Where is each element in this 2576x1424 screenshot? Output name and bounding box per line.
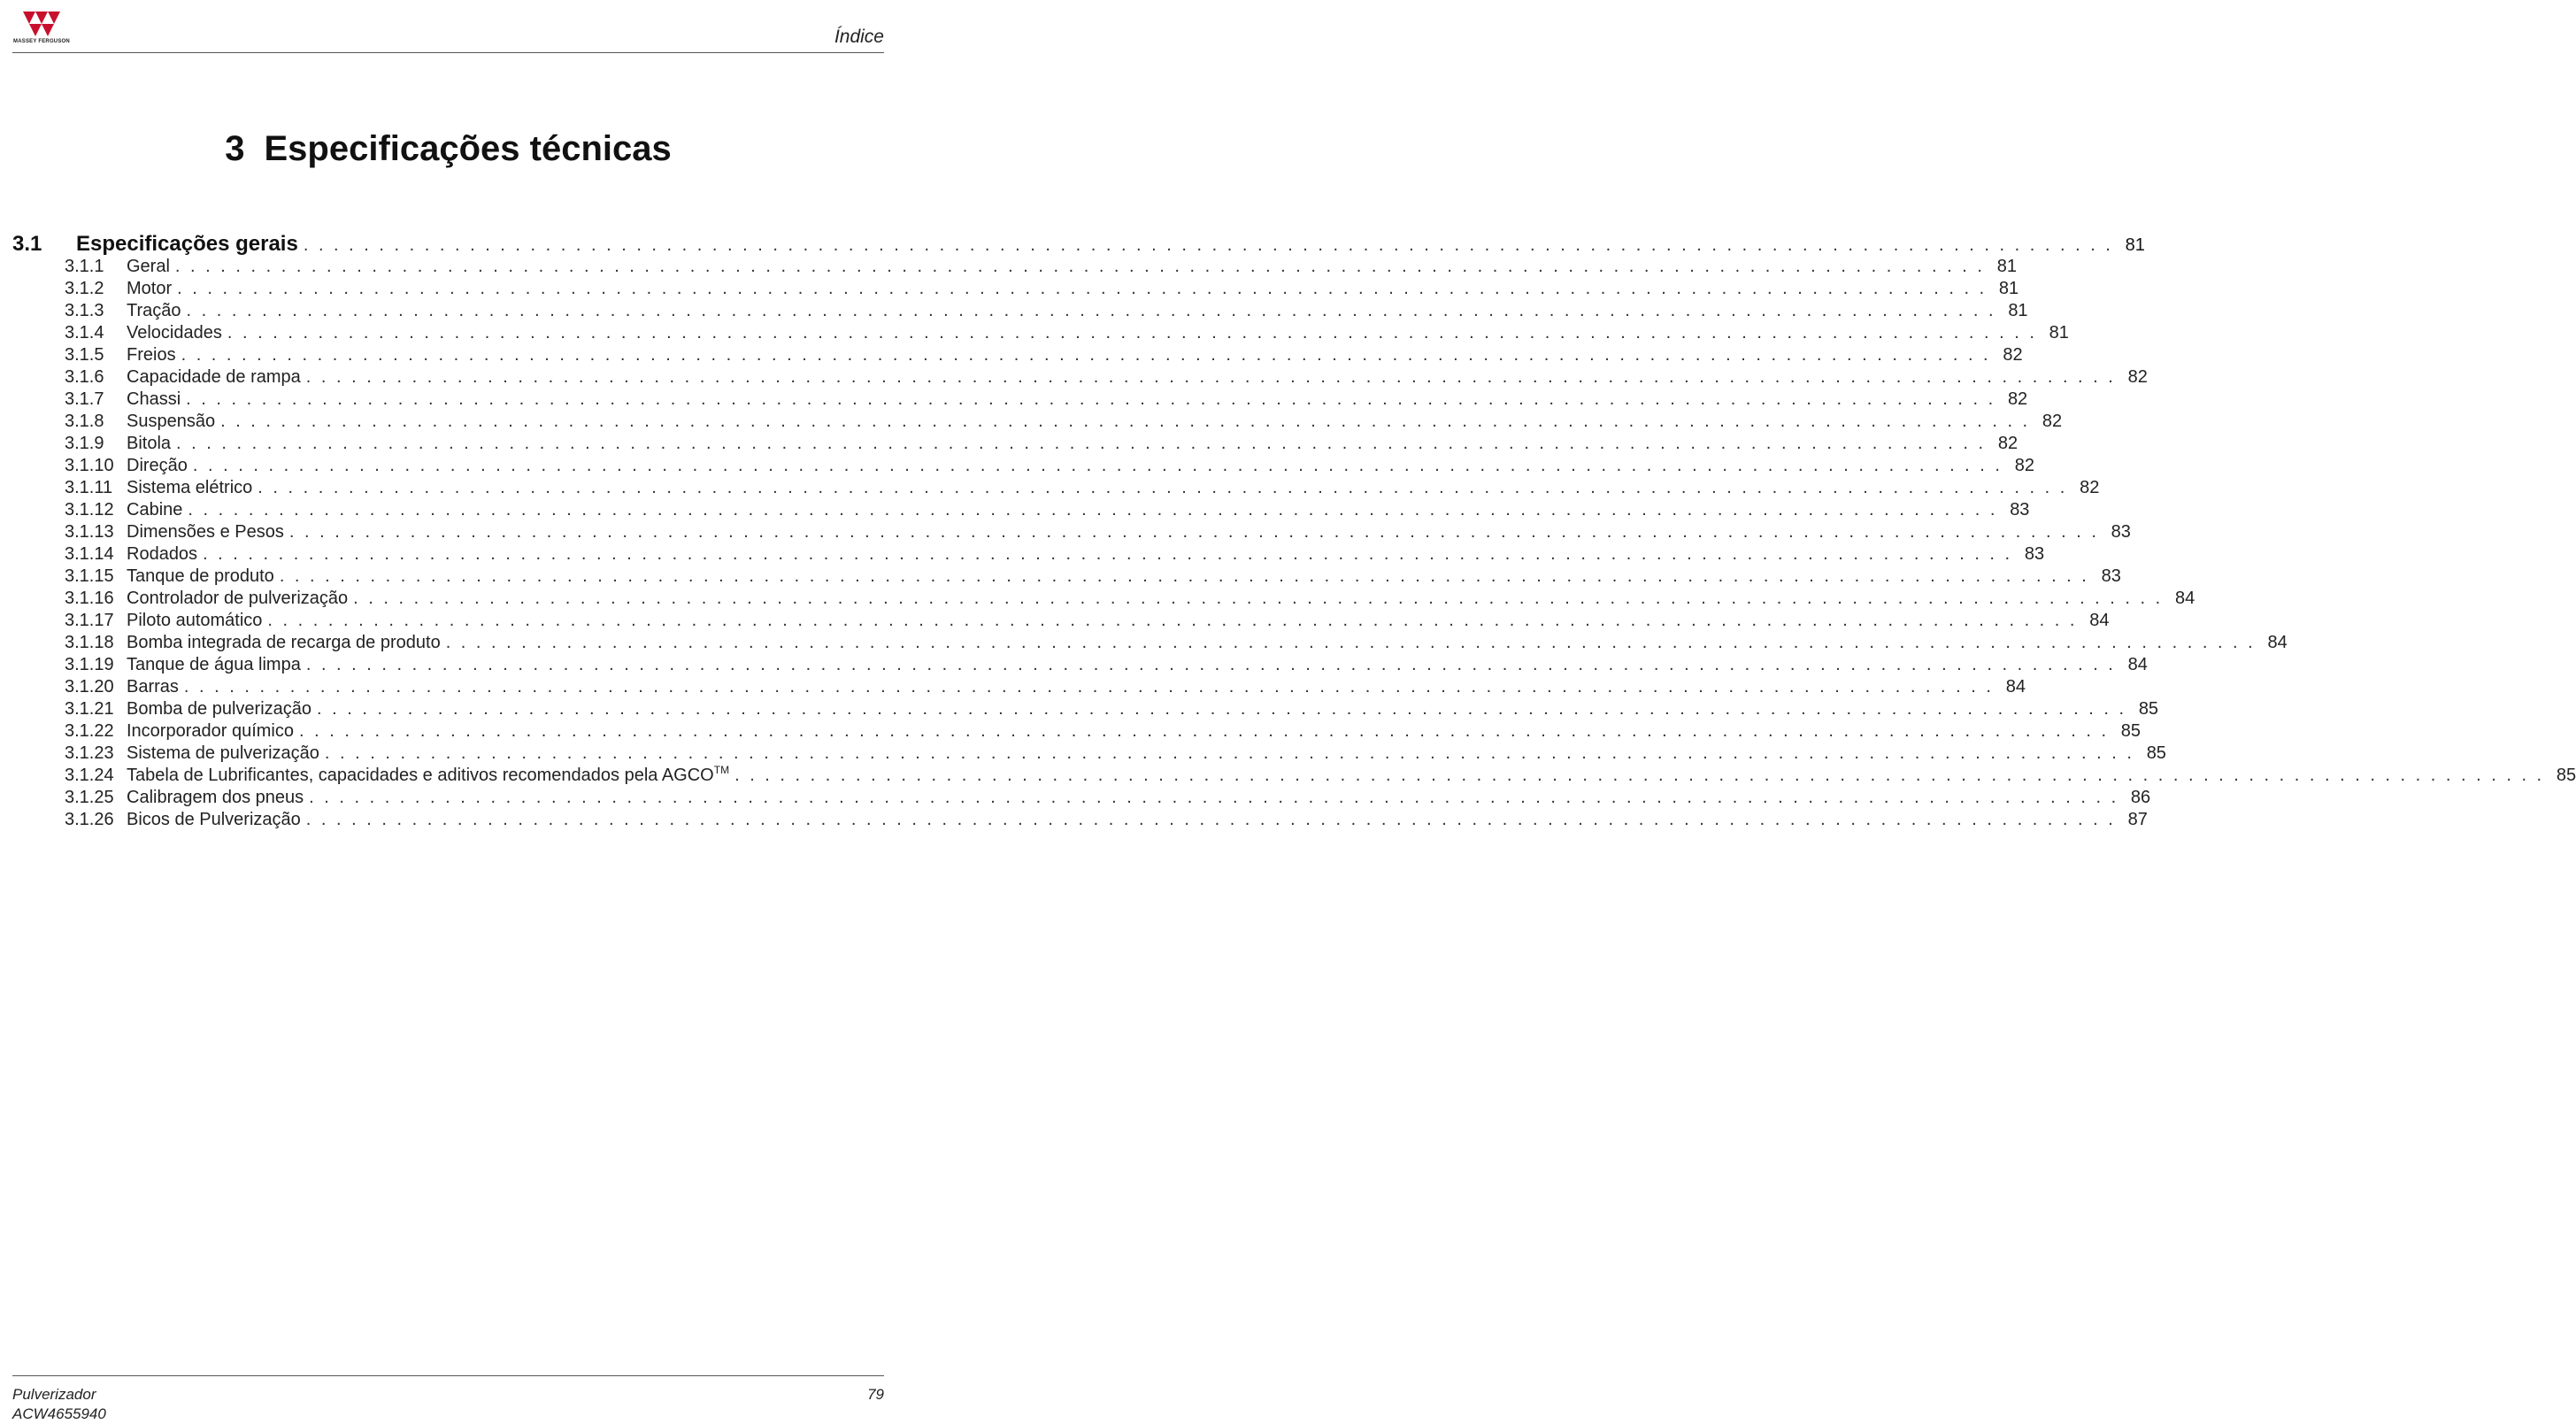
toc-entry-title-text: Bitola (127, 434, 172, 453)
toc-entry-number: 3.1.20 (65, 677, 114, 697)
toc-entry-page: 81 (1998, 279, 2019, 298)
toc-entry-title (127, 566, 280, 587)
toc-entry-page: 81 (2008, 301, 2028, 320)
toc-entry[interactable] (12, 522, 2131, 544)
dot-leader: . . . . . . . . . . . . . . . . . . . . . . . . . . . . . . . . . . . . . . . . . . . . . . . . . . . . . . . . . . . . . . . . . . . . . . . . . . . . . . . . . . . . . . . . . . . . . . . . . . . . . . . . . . . . . . . . . . . . . . . . (186, 389, 1996, 409)
footer-product: Pulverizador (12, 1386, 96, 1403)
toc-entry-title-text: Tanque de água limpa (127, 655, 301, 674)
triple-triangle-logo-icon (23, 12, 60, 38)
toc-entry-page: 83 (2111, 522, 2131, 542)
toc-entry-number: 3.1.3 (65, 301, 104, 320)
toc-entry-page: 82 (2014, 456, 2034, 475)
toc-entry-number: 3.1.13 (65, 522, 114, 542)
page-header (0, 0, 896, 55)
toc-entry-page: 82 (2003, 345, 2023, 365)
toc-entry-title-text: Rodados (127, 544, 198, 564)
toc-entry-title-text: Sistema de pulverização (127, 743, 319, 763)
dot-leader: . . . . . . . . . . . . . . . . . . . . . . . . . . . . . . . . . . . . . . . . . . . . . . . . . . . . . . . . . . . . . . . . . . . . . . . . . . . . . . . . . . . . . . . . . . . . . . . . . . . . . . . . . . . . . . . . . . . . . . . . (309, 788, 2119, 807)
toc-entry-page: 82 (2080, 478, 2100, 497)
chapter-number: 3 (225, 129, 245, 168)
toc-entry[interactable] (12, 500, 2030, 522)
toc-entry-page: 84 (2267, 633, 2288, 652)
toc-entry[interactable] (12, 478, 2100, 500)
toc-entry-number: 3.1.16 (65, 589, 114, 608)
dot-leader: . . . . . . . . . . . . . . . . . . . . . . . . . . . . . . . . . . . . . . . . . . . . . . . . . . . . . . . . . . . . . . . . . . . . . . . . . . . . . . . . . . . . . . . . . . . . . . . . . . . . . . . . . . . . . . . . . . . . . . . . (305, 367, 2116, 387)
toc-entry-page: 82 (1997, 434, 2019, 453)
toc-entry-number: 3.1.15 (65, 566, 114, 586)
toc-entry-page: 82 (2007, 389, 2028, 409)
toc-entry-title (127, 257, 175, 277)
dot-leader: . . . . . . . . . . . . . . . . . . . . . . . . . . . . . . . . . . . . . . . . . . . . . . . . . . . . . . . . . . . . . . . . . . . . . . . . . . . . . . . . . . . . . . . . . . . . . . . . . . . . . . . . . . . . . . . . . . . . . . . . (267, 611, 2078, 630)
toc-entry-title-text: Controlador de pulverização (127, 589, 349, 608)
toc-entry-number: 3.1.18 (65, 633, 114, 652)
toc-entry-title (127, 279, 177, 299)
toc-main-title: Especificações gerais (76, 232, 298, 256)
toc-entry[interactable] (12, 566, 2121, 589)
toc-entry-title-text: Tanque de produto (127, 566, 274, 586)
toc-entry-title-text: Incorporador químico (127, 721, 294, 741)
toc-entry-title (127, 810, 306, 830)
toc-entry-number: 3.1.10 (65, 456, 114, 475)
dot-leader: . . . . . . . . . . . . . . . . . . . . . . . . . . . . . . . . . . . . . . . . . . . . . . . . . . . . . . . . . . . . . . . . . . . . . . . . . . . . . . . . . . . . . . . . . . . . . . . . . . . . . . . . . . . . . . . . . . . . . . . . (220, 412, 2031, 431)
toc-entry-title-text: Motor (127, 279, 173, 298)
toc-entry-page: 84 (2174, 589, 2195, 608)
toc-entry-number: 3.1.21 (65, 699, 114, 719)
dot-leader: . . . . . . . . . . . . . . . . . . . . . . . . . . . . . . . . . . . . . . . . . . . . . . . . . . . . . . . . . . . . . . . . . . . . . . . . . . . . . . . . . . . . . . . . . . . . . . . . . . . . . . . . . . . . . . . . . . . . . . . . (353, 589, 2164, 608)
toc-entry-page: 86 (2130, 788, 2151, 807)
toc-entry[interactable] (12, 677, 2026, 699)
dot-leader: . . . . . . . . . . . . . . . . . . . . . . . . . . . . . . . . . . . . . . . . . . . . . . . . . . . . . . . . . . . . . . . . . . . . . . . . . . . . . . . . . . . . . . . . . . . . . . . . . . . . . . . . . . . . . . . . . . . . . . . . (305, 810, 2116, 829)
toc-entry[interactable] (12, 743, 2166, 766)
toc-entry-number: 3.1.23 (65, 743, 114, 763)
toc-entry-title-text: Bomba integrada de recarga de produto (127, 633, 441, 652)
toc-entry-title (127, 478, 258, 498)
toc-entry-number: 3.1.24 (65, 766, 114, 785)
toc-main-entry[interactable] (12, 232, 2145, 257)
toc-entry-title-text: Capacidade de rampa (127, 367, 301, 387)
toc-entry-title (127, 323, 227, 343)
toc-entry-title (127, 522, 289, 543)
toc-entry-title-text: Tabela de Lubrificantes, capacidades e aditivos recomendados pela AGCO (127, 766, 714, 785)
toc-entry-title (127, 677, 184, 697)
toc-entry-title-text: Chassi (127, 389, 181, 409)
toc-entry-number: 3.1.7 (65, 389, 104, 409)
toc-entry-title-text: Sistema elétrico (127, 478, 253, 497)
toc-entry-title-text: Barras (127, 677, 179, 697)
dot-leader: . . . . . . . . . . . . . . . . . . . . . . . . . . . . . . . . . . . . . . . . . . . . . . . . . . . . . . . . . . . . . . . . . . . . . . . . . . . . . . . . . . . . . . . . . . . . . . . . . . . . . . . . . . . . . . . . . . . . . . . . (324, 743, 2134, 763)
toc-main-page: 81 (2125, 235, 2145, 255)
toc-entry-title (127, 721, 299, 742)
toc-entry-page: 85 (2138, 699, 2159, 719)
dot-leader: . . . . . . . . . . . . . . . . . . . . . . . . . . . . . . . . . . . . . . . . . . . . . . . . . . . . . . . . . . . . . . . . . . . . . . . . . . . . . . . . . . . . . . . . . . . . . . . . . . . . . . . . . . . . . . . . . . . . . . . . (303, 235, 2113, 255)
dot-leader: . . . . . . . . . . . . . . . . . . . . . . . . . . . . . . . . . . . . . . . . . . . . . . . . . . . . . . . . . . . . . . . . . . . . . . . . . . . . . . . . . . . . . . . . . . . . . . . . . . . . . . . . . . . . . . . . . . . . . . . . (227, 323, 2037, 343)
toc-entry-page: 83 (2024, 544, 2045, 564)
toc-entry[interactable] (12, 301, 2028, 323)
toc-entry-page: 85 (2120, 721, 2142, 741)
toc-entry-title (127, 788, 309, 808)
toc-entry-title-text: Bicos de Pulverização (127, 810, 301, 829)
toc-entry[interactable] (12, 323, 2069, 345)
toc-main-number: 3.1 (12, 232, 42, 256)
toc-entry-page: 84 (2089, 611, 2110, 630)
toc-entry-page: 83 (2101, 566, 2121, 586)
toc-entry-title-text: Geral (127, 257, 170, 276)
toc-entry-title (127, 633, 446, 653)
toc-entry-title (127, 743, 325, 764)
toc-entry[interactable] (12, 544, 2045, 566)
toc-entry[interactable] (12, 721, 2142, 743)
toc-entry-number: 3.1.14 (65, 544, 114, 564)
toc-entry-title-text: Piloto automático (127, 611, 263, 630)
toc-entry-title-text: Calibragem dos pneus (127, 788, 304, 807)
toc-entry[interactable] (12, 367, 2148, 389)
dot-leader: . . . . . . . . . . . . . . . . . . . . . . . . . . . . . . . . . . . . . . . . . . . . . . . . . . . . . . . . . . . . . . . . . . . . . . . . . . . . . . . . . . . . . . . . . . . . . . . . . . . . . . . . . . . . . . . . . . . . . . . . (279, 566, 2089, 586)
dot-leader: . . . . . . . . . . . . . . . . . . . . . . . . . . . . . . . . . . . . . . . . . . . . . . . . . . . . . . . . . . . . . . . . . . . . . . . . . . . . . . . . . . . . . . . . . . . . . . . . . . . . . . . . . . . . . . . . . . . . . . . . (188, 500, 1998, 520)
toc-entry-title-text: Freios (127, 345, 176, 365)
toc-entry-page: 83 (2010, 500, 2030, 520)
trademark-superscript: TM (713, 764, 730, 776)
dot-leader: . . . . . . . . . . . . . . . . . . . . . . . . . . . . . . . . . . . . . . . . . . . . . . . . . . . . . . . . . . . . . . . . . . . . . . . . . . . . . . . . . . . . . . . . . . . . . . . . . . . . . . . . . . . . . . . . . . . . . . . . (181, 345, 1991, 365)
toc-entry-page: 85 (2556, 766, 2576, 785)
dot-leader: . . . . . . . . . . . . . . . . . . . . . . . . . . . . . . . . . . . . . . . . . . . . . . . . . . . . . . . . . . . . . . . . . . . . . . . . . . . . . . . . . . . . . . . . . . . . . . . . . . . . . . . . . . . . . . . . . . . . . . . . (734, 766, 2545, 785)
toc-entry[interactable] (12, 788, 2151, 810)
dot-leader: . . . . . . . . . . . . . . . . . . . . . . . . . . . . . . . . . . . . . . . . . . . . . . . . . . . . . . . . . . . . . . . . . . . . . . . . . . . . . . . . . . . . . . . . . . . . . . . . . . . . . . . . . . . . . . . . . . . . . . . . (183, 677, 1994, 697)
chapter-title-text: Especificações técnicas (264, 129, 672, 168)
toc-entry-number: 3.1.4 (65, 323, 104, 343)
toc-entry-number: 3.1.8 (65, 412, 104, 431)
dot-leader: . . . . . . . . . . . . . . . . . . . . . . . . . . . . . . . . . . . . . . . . . . . . . . . . . . . . . . . . . . . . . . . . . . . . . . . . . . . . . . . . . . . . . . . . . . . . . . . . . . . . . . . . . . . . . . . . . . . . . . . . (298, 721, 2110, 741)
toc-entry-number: 3.1.26 (65, 810, 114, 829)
toc-entry[interactable] (12, 699, 2159, 721)
toc-entry-number: 3.1.17 (65, 611, 114, 630)
footer-page-number: 79 (867, 1386, 884, 1403)
toc-entry[interactable] (12, 611, 2110, 633)
toc-entry-title (127, 412, 220, 432)
toc-entry[interactable] (12, 633, 2288, 655)
toc-entry-number: 3.1.2 (65, 279, 104, 298)
toc-entry-title (127, 500, 188, 520)
dot-leader: . . . . . . . . . . . . . . . . . . . . . . . . . . . . . . . . . . . . . . . . . . . . . . . . . . . . . . . . . . . . . . . . . . . . . . . . . . . . . . . . . . . . . . . . . . . . . . . . . . . . . . . . . . . . . . . . . . . . . . . . (288, 522, 2099, 542)
dot-leader: . . . . . . . . . . . . . . . . . . . . . . . . . . . . . . . . . . . . . . . . . . . . . . . . . . . . . . . . . . . . . . . . . . . . . . . . . . . . . . . . . . . . . . . . . . . . . . . . . . . . . . . . . . . . . . . . . . . . . . . . (186, 301, 1996, 320)
toc-entry-page: 82 (2042, 412, 2063, 431)
toc-entry[interactable] (12, 434, 2019, 456)
toc-entry-title (127, 589, 353, 609)
toc-entry[interactable] (12, 257, 2017, 279)
toc-entry-number: 3.1.1 (65, 257, 104, 276)
toc-entry-number: 3.1.9 (65, 434, 104, 453)
toc-entry-title (127, 456, 193, 476)
table-of-contents (12, 232, 2576, 832)
toc-entry-title (127, 544, 203, 565)
toc-entry[interactable] (12, 279, 2019, 301)
dot-leader: . . . . . . . . . . . . . . . . . . . . . . . . . . . . . . . . . . . . . . . . . . . . . . . . . . . . . . . . . . . . . . . . . . . . . . . . . . . . . . . . . . . . . . . . . . . . . . . . . . . . . . . . . . . . . . . . . . . . . . . . (258, 478, 2068, 497)
toc-entry-number: 3.1.12 (65, 500, 114, 520)
toc-entry[interactable] (12, 345, 2023, 367)
toc-entry-title (127, 367, 306, 388)
logo-brand-text: MASSEY FERGUSON (13, 39, 70, 44)
toc-entry[interactable] (12, 412, 2063, 434)
toc-entry-title-text: Bomba de pulverização (127, 699, 312, 719)
toc-entry-title-text: Suspensão (127, 412, 216, 431)
chapter-title (0, 129, 896, 169)
toc-entry[interactable] (12, 389, 2028, 412)
toc-entry-title (127, 389, 186, 410)
toc-entry-title (127, 766, 734, 786)
toc-entry-title-text: Tração (127, 301, 181, 320)
toc-entry-number: 3.1.25 (65, 788, 114, 807)
toc-entry-title (127, 699, 317, 720)
toc-entry-page: 81 (2049, 323, 2069, 343)
toc-entry-page: 85 (2146, 743, 2166, 763)
dot-leader: . . . . . . . . . . . . . . . . . . . . . . . . . . . . . . . . . . . . . . . . . . . . . . . . . . . . . . . . . . . . . . . . . . . . . . . . . . . . . . . . . . . . . . . . . . . . . . . . . . . . . . . . . . . . . . . . . . . . . . . . (445, 633, 2256, 652)
toc-entry-title (127, 301, 187, 321)
toc-entry-title (127, 655, 306, 675)
footer-doc-code: ACW4655940 (12, 1405, 106, 1422)
toc-entry-number: 3.1.6 (65, 367, 104, 387)
toc-entry-title (127, 345, 181, 366)
toc-entry-page: 81 (1996, 257, 2017, 276)
dot-leader: . . . . . . . . . . . . . . . . . . . . . . . . . . . . . . . . . . . . . . . . . . . . . . . . . . . . . . . . . . . . . . . . . . . . . . . . . . . . . . . . . . . . . . . . . . . . . . . . . . . . . . . . . . . . . . . . . . . . . . . . (174, 257, 1985, 276)
header-divider (12, 52, 884, 53)
toc-entry-page: 82 (2127, 367, 2148, 387)
toc-entry-title-text: Direção (127, 456, 188, 475)
toc-entry-number: 3.1.5 (65, 345, 104, 365)
toc-entry-number: 3.1.19 (65, 655, 114, 674)
toc-entry-title (127, 434, 176, 454)
dot-leader: . . . . . . . . . . . . . . . . . . . . . . . . . . . . . . . . . . . . . . . . . . . . . . . . . . . . . . . . . . . . . . . . . . . . . . . . . . . . . . . . . . . . . . . . . . . . . . . . . . . . . . . . . . . . . . . . . . . . . . . . (177, 279, 1988, 298)
dot-leader: . . . . . . . . . . . . . . . . . . . . . . . . . . . . . . . . . . . . . . . . . . . . . . . . . . . . . . . . . . . . . . . . . . . . . . . . . . . . . . . . . . . . . . . . . . . . . . . . . . . . . . . . . . . . . . . . . . . . . . . . (192, 456, 2003, 475)
toc-entry-number: 3.1.22 (65, 721, 114, 741)
toc-entry-title-text: Cabine (127, 500, 183, 520)
section-label: Índice (834, 27, 884, 47)
toc-entry[interactable] (12, 456, 2034, 478)
toc-entry[interactable] (12, 655, 2148, 677)
toc-entry[interactable] (12, 589, 2195, 611)
dot-leader: . . . . . . . . . . . . . . . . . . . . . . . . . . . . . . . . . . . . . . . . . . . . . . . . . . . . . . . . . . . . . . . . . . . . . . . . . . . . . . . . . . . . . . . . . . . . . . . . . . . . . . . . . . . . . . . . . . . . . . . . (176, 434, 1987, 453)
massey-ferguson-logo (12, 12, 71, 47)
toc-entry-number: 3.1.11 (65, 478, 113, 497)
toc-entry-page: 84 (2005, 677, 2026, 697)
toc-entry[interactable] (12, 764, 2576, 788)
dot-leader: . . . . . . . . . . . . . . . . . . . . . . . . . . . . . . . . . . . . . . . . . . . . . . . . . . . . . . . . . . . . . . . . . . . . . . . . . . . . . . . . . . . . . . . . . . . . . . . . . . . . . . . . . . . . . . . . . . . . . . . . (305, 655, 2116, 674)
toc-entry-page: 87 (2127, 810, 2148, 829)
toc-entry-title-text: Velocidades (127, 323, 222, 343)
toc-entry[interactable] (12, 810, 2148, 832)
dot-leader: . . . . . . . . . . . . . . . . . . . . . . . . . . . . . . . . . . . . . . . . . . . . . . . . . . . . . . . . . . . . . . . . . . . . . . . . . . . . . . . . . . . . . . . . . . . . . . . . . . . . . . . . . . . . . . . . . . . . . . . . (317, 699, 2127, 719)
toc-entry-page: 84 (2127, 655, 2148, 674)
dot-leader: . . . . . . . . . . . . . . . . . . . . . . . . . . . . . . . . . . . . . . . . . . . . . . . . . . . . . . . . . . . . . . . . . . . . . . . . . . . . . . . . . . . . . . . . . . . . . . . . . . . . . . . . . . . . . . . . . . . . . . . . (203, 544, 2013, 564)
footer-document-info (12, 1385, 106, 1424)
toc-entry-title-text: Dimensões e Pesos (127, 522, 284, 542)
toc-entry-title (127, 611, 267, 631)
footer-divider (12, 1375, 884, 1376)
